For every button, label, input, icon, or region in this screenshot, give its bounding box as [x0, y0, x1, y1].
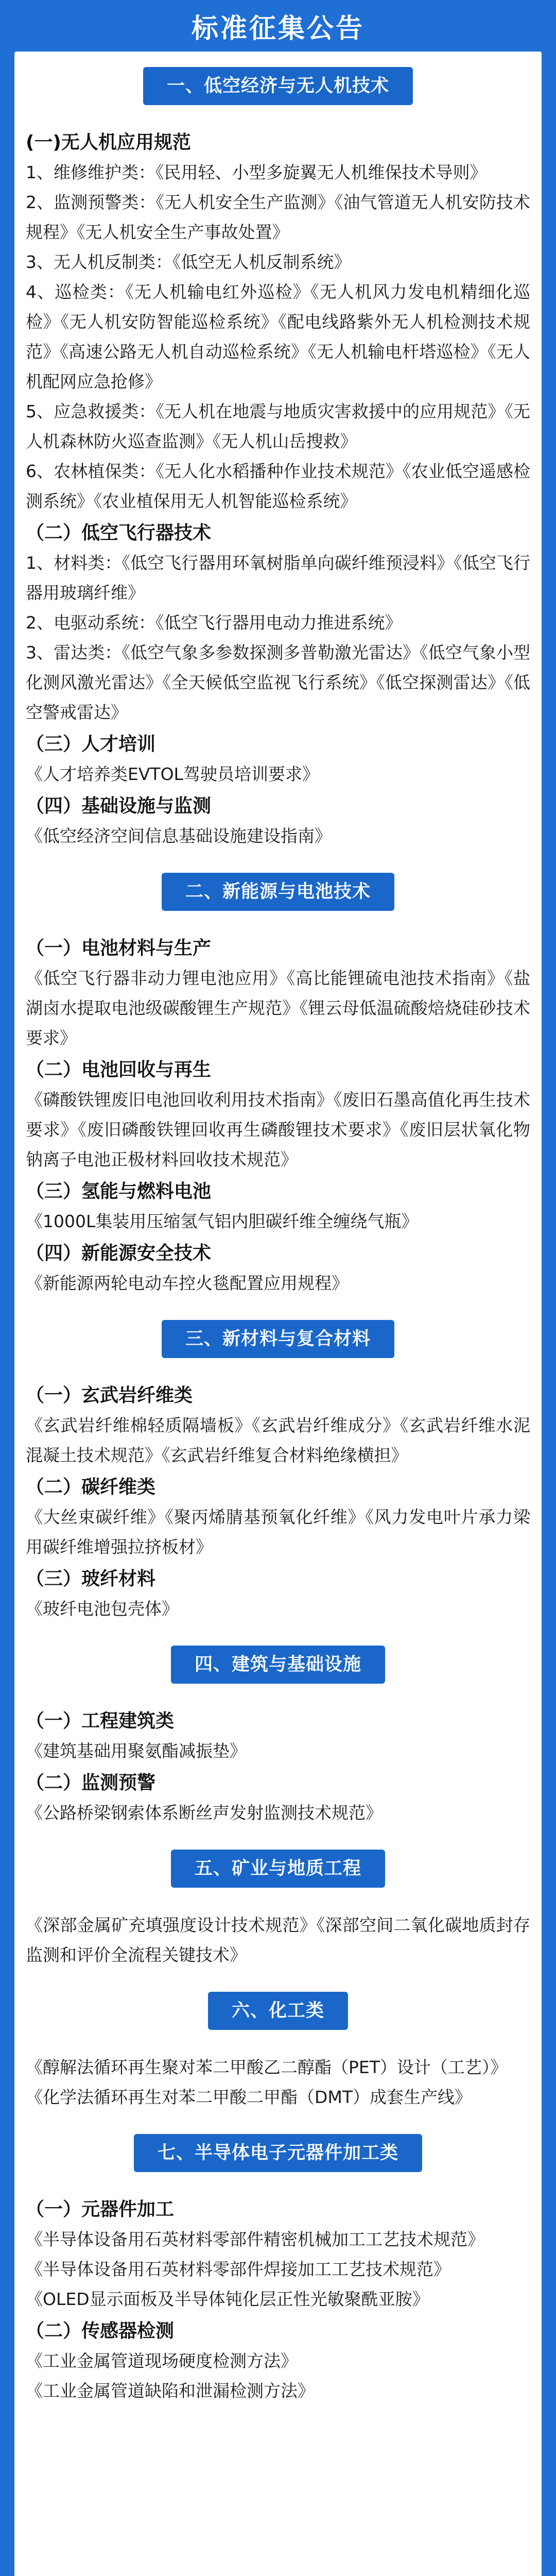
- section-heading: 一、低空经济与无人机技术: [143, 67, 413, 105]
- standard-item: 《新能源两轮电动车控火毯配置应用规程》: [26, 1273, 349, 1293]
- section-heading: 二、新能源与电池技术: [162, 873, 394, 911]
- standard-item: 1、材料类：《低空飞行器用环氧树脂单向碳纤维预浸料》《低空飞行器用玻璃纤维》: [26, 553, 530, 603]
- section-heading: 三、新材料与复合材料: [162, 1320, 394, 1358]
- subsection-title: （三）氢能与燃料电池: [26, 1181, 212, 1202]
- section: [26, 2134, 530, 2406]
- standard-item: 《化学法循环再生对苯二甲酸二甲酯（DMT）成套生产线》: [26, 2087, 472, 2107]
- standard-item: 1、维修维护类：《民用轻、小型多旋翼无人机维保技术导则》: [26, 162, 487, 182]
- section-header: [26, 1320, 530, 1358]
- section: [26, 1992, 530, 2112]
- section-header: [26, 1646, 530, 1684]
- subsection-title: （二）碳纤维类: [26, 1477, 156, 1498]
- standard-item: 《建筑基础用聚氨酯减振垫》: [26, 1741, 247, 1761]
- subsection-title: （三）玻纤材料: [26, 1568, 156, 1589]
- section-header: [26, 1992, 530, 2030]
- subsection-title: (一)无人机应用规范: [26, 132, 191, 153]
- standard-item: 3、雷达类：《低空气象多参数探测多普勒激光雷达》《低空气象小型化测风激光雷达》《全天候低空监视飞行系统》《低空探测雷达》《低空警戒雷达》: [26, 642, 530, 722]
- subsection-title: （一）电池材料与生产: [26, 938, 212, 959]
- section: [26, 1850, 530, 1970]
- section-header: [26, 2134, 530, 2172]
- subsection-title: （四）新能源安全技术: [26, 1243, 212, 1264]
- standard-item: 6、农林植保类：《无人化水稻播种作业技术规范》《农业低空遥感检测系统》《农业植保用无人机智能巡检系统》: [26, 461, 530, 511]
- announcement-card: [14, 52, 542, 2576]
- section-heading: 五、矿业与地质工程: [171, 1850, 385, 1888]
- standard-item: 《低空经济空间信息基础设施建设指南》: [26, 826, 332, 846]
- standard-item: 5、应急救援类：《无人机在地震与地质灾害救援中的应用规范》《无人机森林防火巡查监测》《无人机山岳搜救》: [26, 401, 530, 451]
- section: [26, 1320, 530, 1624]
- standard-item: 2、监测预警类：《无人机安全生产监测》《油气管道无人机安防技术规程》《无人机安全生产事故处置》: [26, 192, 530, 242]
- standard-item: 《OLED显示面板及半导体钝化层正性光敏聚酰亚胺》: [26, 2289, 429, 2309]
- standard-item: 《玻纤电池包壳体》: [26, 1599, 179, 1619]
- standard-item: 《工业金属管道缺陷和泄漏检测方法》: [26, 2381, 315, 2401]
- section-header: [26, 1850, 530, 1888]
- standard-item: 4、巡检类：《无人机输电红外巡检》《无人机风力发电机精细化巡检》《无人机安防智能巡检系统》《配电线路紫外无人机检测技术规范》《高速公路无人机自动巡检系统》《无人机输电杆塔巡检》《无人机配网应急抢修》: [26, 282, 530, 392]
- section-heading: 七、半导体电子元器件加工类: [134, 2134, 422, 2172]
- page-title: 标准征集公告: [191, 13, 364, 44]
- standard-item: 《公路桥梁钢索体系断丝声发射监测技术规范》: [26, 1803, 383, 1823]
- standard-item: 《玄武岩纤维棉轻质隔墙板》《玄武岩纤维成分》《玄武岩纤维水泥混凝土技术规范》《玄武岩纤维复合材料绝缘横担》: [26, 1415, 530, 1465]
- standard-item: 《大丝束碳纤维》《聚丙烯腈基预氧化纤维》《风力发电叶片承力梁用碳纤维增强拉挤板材》: [26, 1507, 530, 1557]
- standard-item: 《半导体设备用石英材料零部件焊接加工工艺技术规范》: [26, 2259, 450, 2279]
- standard-item: 《醇解法循环再生聚对苯二甲酸乙二醇酯（PET）设计（工艺）》: [26, 2057, 508, 2077]
- subsection-title: （一）工程建筑类: [26, 1710, 175, 1732]
- standard-item: 《低空飞行器非动力锂电池应用》《高比能锂硫电池技术指南》《盐湖卤水提取电池级碳酸锂生产规范》《锂云母低温硫酸焙烧硅砂技术要求》: [26, 968, 530, 1048]
- standard-item: 《半导体设备用石英材料零部件精密机械加工工艺技术规范》: [26, 2229, 484, 2249]
- standard-item: 《1000L集装用压缩氢气铝内胆碳纤维全缠绕气瓶》: [26, 1211, 419, 1231]
- subsection-title: （二）电池回收与再生: [26, 1059, 212, 1080]
- section-heading: 四、建筑与基础设施: [171, 1646, 385, 1684]
- section: [26, 67, 530, 851]
- section-heading: 六、化工类: [208, 1992, 348, 2030]
- section: [26, 1646, 530, 1828]
- section: [26, 873, 530, 1298]
- section-header: [26, 873, 530, 911]
- standard-item: 《磷酸铁锂废旧电池回收利用技术指南》《废旧石墨高值化再生技术要求》《废旧磷酸铁锂回收再生磷酸锂技术要求》《废旧层状氧化物钠离子电池正极材料回收技术规范》: [26, 1090, 530, 1170]
- subsection-title: （二）传感器检测: [26, 2320, 175, 2342]
- standard-item: 《工业金属管道现场硬度检测方法》: [26, 2351, 298, 2371]
- subsection-title: （三）人才培训: [26, 734, 156, 755]
- standard-item: 《人才培养类EVTOL驾驶员培训要求》: [26, 764, 319, 784]
- subsection-title: （一）元器件加工: [26, 2199, 175, 2220]
- section-header: [26, 67, 530, 105]
- subsection-title: （一）玄武岩纤维类: [26, 1385, 193, 1406]
- standard-item: 2、电驱动系统：《低空飞行器用电动力推进系统》: [26, 613, 402, 633]
- subsection-title: （四）基础设施与监测: [26, 795, 212, 817]
- subsection-title: （二）监测预警: [26, 1772, 156, 1793]
- standard-item: 《深部金属矿充填强度设计技术规范》《深部空间二氧化碳地质封存监测和评价全流程关键技术》: [26, 1915, 530, 1965]
- subsection-title: （二）低空飞行器技术: [26, 522, 212, 544]
- standard-item: 3、无人机反制类：《低空无人机反制系统》: [26, 252, 351, 272]
